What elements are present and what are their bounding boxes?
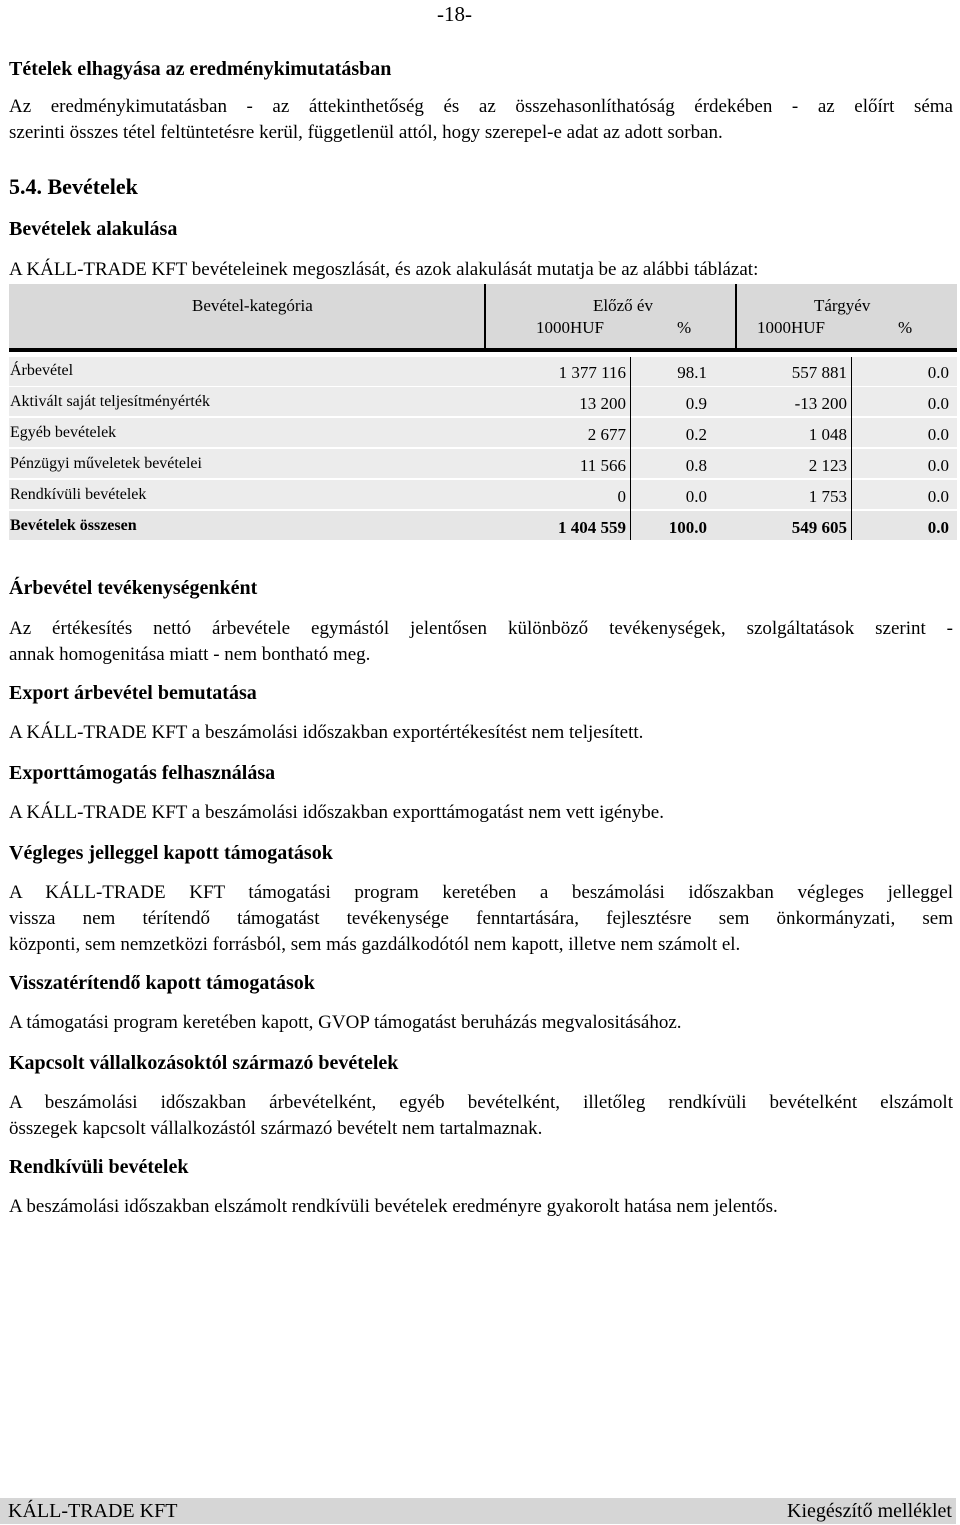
row-label: Aktivált saját teljesítményérték xyxy=(10,393,210,410)
paragraph-line: A KÁLL-TRADE KFT támogatási program keretében a beszámolási időszakban végleges jelleggel xyxy=(9,882,953,903)
section-title-revenue-by-activity: Árbevétel tevékenységenként xyxy=(9,577,258,599)
section-title-export-support: Exporttámogatás felhasználása xyxy=(9,762,276,784)
col-header-pct-curr: % xyxy=(898,318,913,337)
paragraph-related-parties xyxy=(9,1090,953,1142)
cell-prev-value: 0 xyxy=(617,487,626,506)
col-header-pct-prev: % xyxy=(677,318,692,337)
footer-company: KÁLL-TRADE KFT xyxy=(8,1500,178,1522)
table-intro: A KÁLL-TRADE KFT bevételeinek megoszlását, és azok alakulását mutatja be az alábbi táblázat: xyxy=(9,259,759,280)
cell-curr-value: 1 048 xyxy=(808,425,847,444)
paragraph-line: vissza nem térítendő támogatást tevékenysége fenntartására, fejlesztésre sem önkormányzati, sem xyxy=(9,908,953,929)
cell-curr-value: 557 881 xyxy=(791,363,847,382)
paragraph-refundable-grants: A támogatási program keretében kapott, GVOP támogatást beruházás megvalositásához. xyxy=(9,1012,682,1033)
cell-curr-value: 1 753 xyxy=(808,487,847,506)
section-title-omitted-items: Tételek elhagyása az eredménykimutatásban xyxy=(9,58,392,80)
header-divider xyxy=(484,284,486,352)
col-header-category: Bevétel-kategória xyxy=(192,296,313,315)
col-header-unit-prev: 1000HUF xyxy=(536,318,605,337)
paragraph-line: összegek kapcsolt vállalkozástól származó bevételt nem tartalmaznak. xyxy=(9,1118,543,1139)
cell-prev-pct: 0.8 xyxy=(685,456,707,475)
row-label: Egyéb bevételek xyxy=(10,424,117,441)
paragraph-line: A beszámolási időszakban árbevételként, egyéb bevételként, illetőleg rendkívüli bevételként elszámolt xyxy=(9,1092,953,1113)
paragraph-revenue-by-activity xyxy=(9,616,953,668)
section-title-export-revenue: Export árbevétel bemutatása xyxy=(9,682,257,704)
cell-curr-pct: 0.0 xyxy=(927,425,949,444)
paragraph-export-revenue: A KÁLL-TRADE KFT a beszámolási időszakban exportértékesítést nem teljesített. xyxy=(9,722,644,743)
cell-curr-value: 2 123 xyxy=(808,456,847,475)
total-prev-value: 1 404 559 xyxy=(558,518,626,537)
paragraph-line: központi, sem nemzetközi forrásból, sem más gazdálkodótól nem kapott, illetve nem számolt el. xyxy=(9,934,741,955)
total-label: Bevételek összesen xyxy=(10,517,137,534)
total-prev-pct: 100.0 xyxy=(668,518,707,537)
paragraph-line: szerinti összes tétel feltüntetésre kerül, függetlenül attól, hogy szerepel-e adat az adott sorban. xyxy=(9,122,723,143)
cell-curr-value: -13 200 xyxy=(794,394,847,413)
row-label: Pénzügyi műveletek bevételei xyxy=(10,455,202,472)
paragraph-line: Az értékesítés nettó árbevétele egymástól jelentősen különböző tevékenységek, szolgáltatások szerint - xyxy=(9,618,953,639)
row-label: Árbevétel xyxy=(10,362,74,379)
paragraph-line: Az eredménykimutatásban - az áttekinthetőség és az összehasonlíthatóság érdekében - az előírt séma xyxy=(9,96,953,117)
header-divider xyxy=(735,284,737,352)
section-title-related-parties: Kapcsolt vállalkozásoktól származó bevételek xyxy=(9,1052,399,1074)
col-header-prev-year: Előző év xyxy=(593,296,653,315)
total-curr-pct: 0.0 xyxy=(927,518,949,537)
cell-curr-pct: 0.0 xyxy=(927,363,949,382)
table-header-bg xyxy=(9,284,957,348)
cell-curr-pct: 0.0 xyxy=(927,456,949,475)
page-number: -18- xyxy=(437,2,472,26)
cell-curr-pct: 0.0 xyxy=(927,394,949,413)
paragraph-export-support: A KÁLL-TRADE KFT a beszámolási időszakban exporttámogatást nem vett igénybe. xyxy=(9,802,664,823)
cell-prev-pct: 98.1 xyxy=(677,363,707,382)
header-bottom-rule xyxy=(9,348,957,352)
column-divider xyxy=(851,357,852,540)
section-title-refundable-grants: Visszatérítendő kapott támogatások xyxy=(9,972,315,994)
column-divider xyxy=(630,357,631,540)
col-header-unit-curr: 1000HUF xyxy=(757,318,826,337)
footer-document: Kiegészítő melléklet xyxy=(787,1500,952,1522)
cell-prev-value: 13 200 xyxy=(579,394,626,413)
paragraph-extraordinary-revenue: A beszámolási időszakban elszámolt rendkívüli bevételek eredményre gyakorolt hatása nem jelentős. xyxy=(9,1196,778,1217)
section-title-final-grants: Végleges jelleggel kapott támogatások xyxy=(9,842,333,864)
total-curr-value: 549 605 xyxy=(791,518,847,537)
paragraph-line: annak homogenitása miatt - nem bontható meg. xyxy=(9,644,371,665)
paragraph-final-grants xyxy=(9,880,953,958)
cell-curr-pct: 0.0 xyxy=(927,487,949,506)
cell-prev-pct: 0.2 xyxy=(685,425,707,444)
row-label: Rendkívüli bevételek xyxy=(10,486,147,503)
cell-prev-pct: 0.0 xyxy=(685,487,707,506)
cell-prev-value: 2 677 xyxy=(587,425,626,444)
paragraph-omitted-items xyxy=(9,94,953,146)
col-header-curr-year: Tárgyév xyxy=(814,296,871,315)
section-title-revenues: 5.4. Bevételek xyxy=(9,174,138,199)
section-title-extraordinary-revenue: Rendkívüli bevételek xyxy=(9,1156,189,1178)
section-title-revenue-trend: Bevételek alakulása xyxy=(9,218,178,240)
cell-prev-value: 11 566 xyxy=(579,456,626,475)
cell-prev-pct: 0.9 xyxy=(685,394,707,413)
cell-prev-value: 1 377 116 xyxy=(558,363,626,382)
